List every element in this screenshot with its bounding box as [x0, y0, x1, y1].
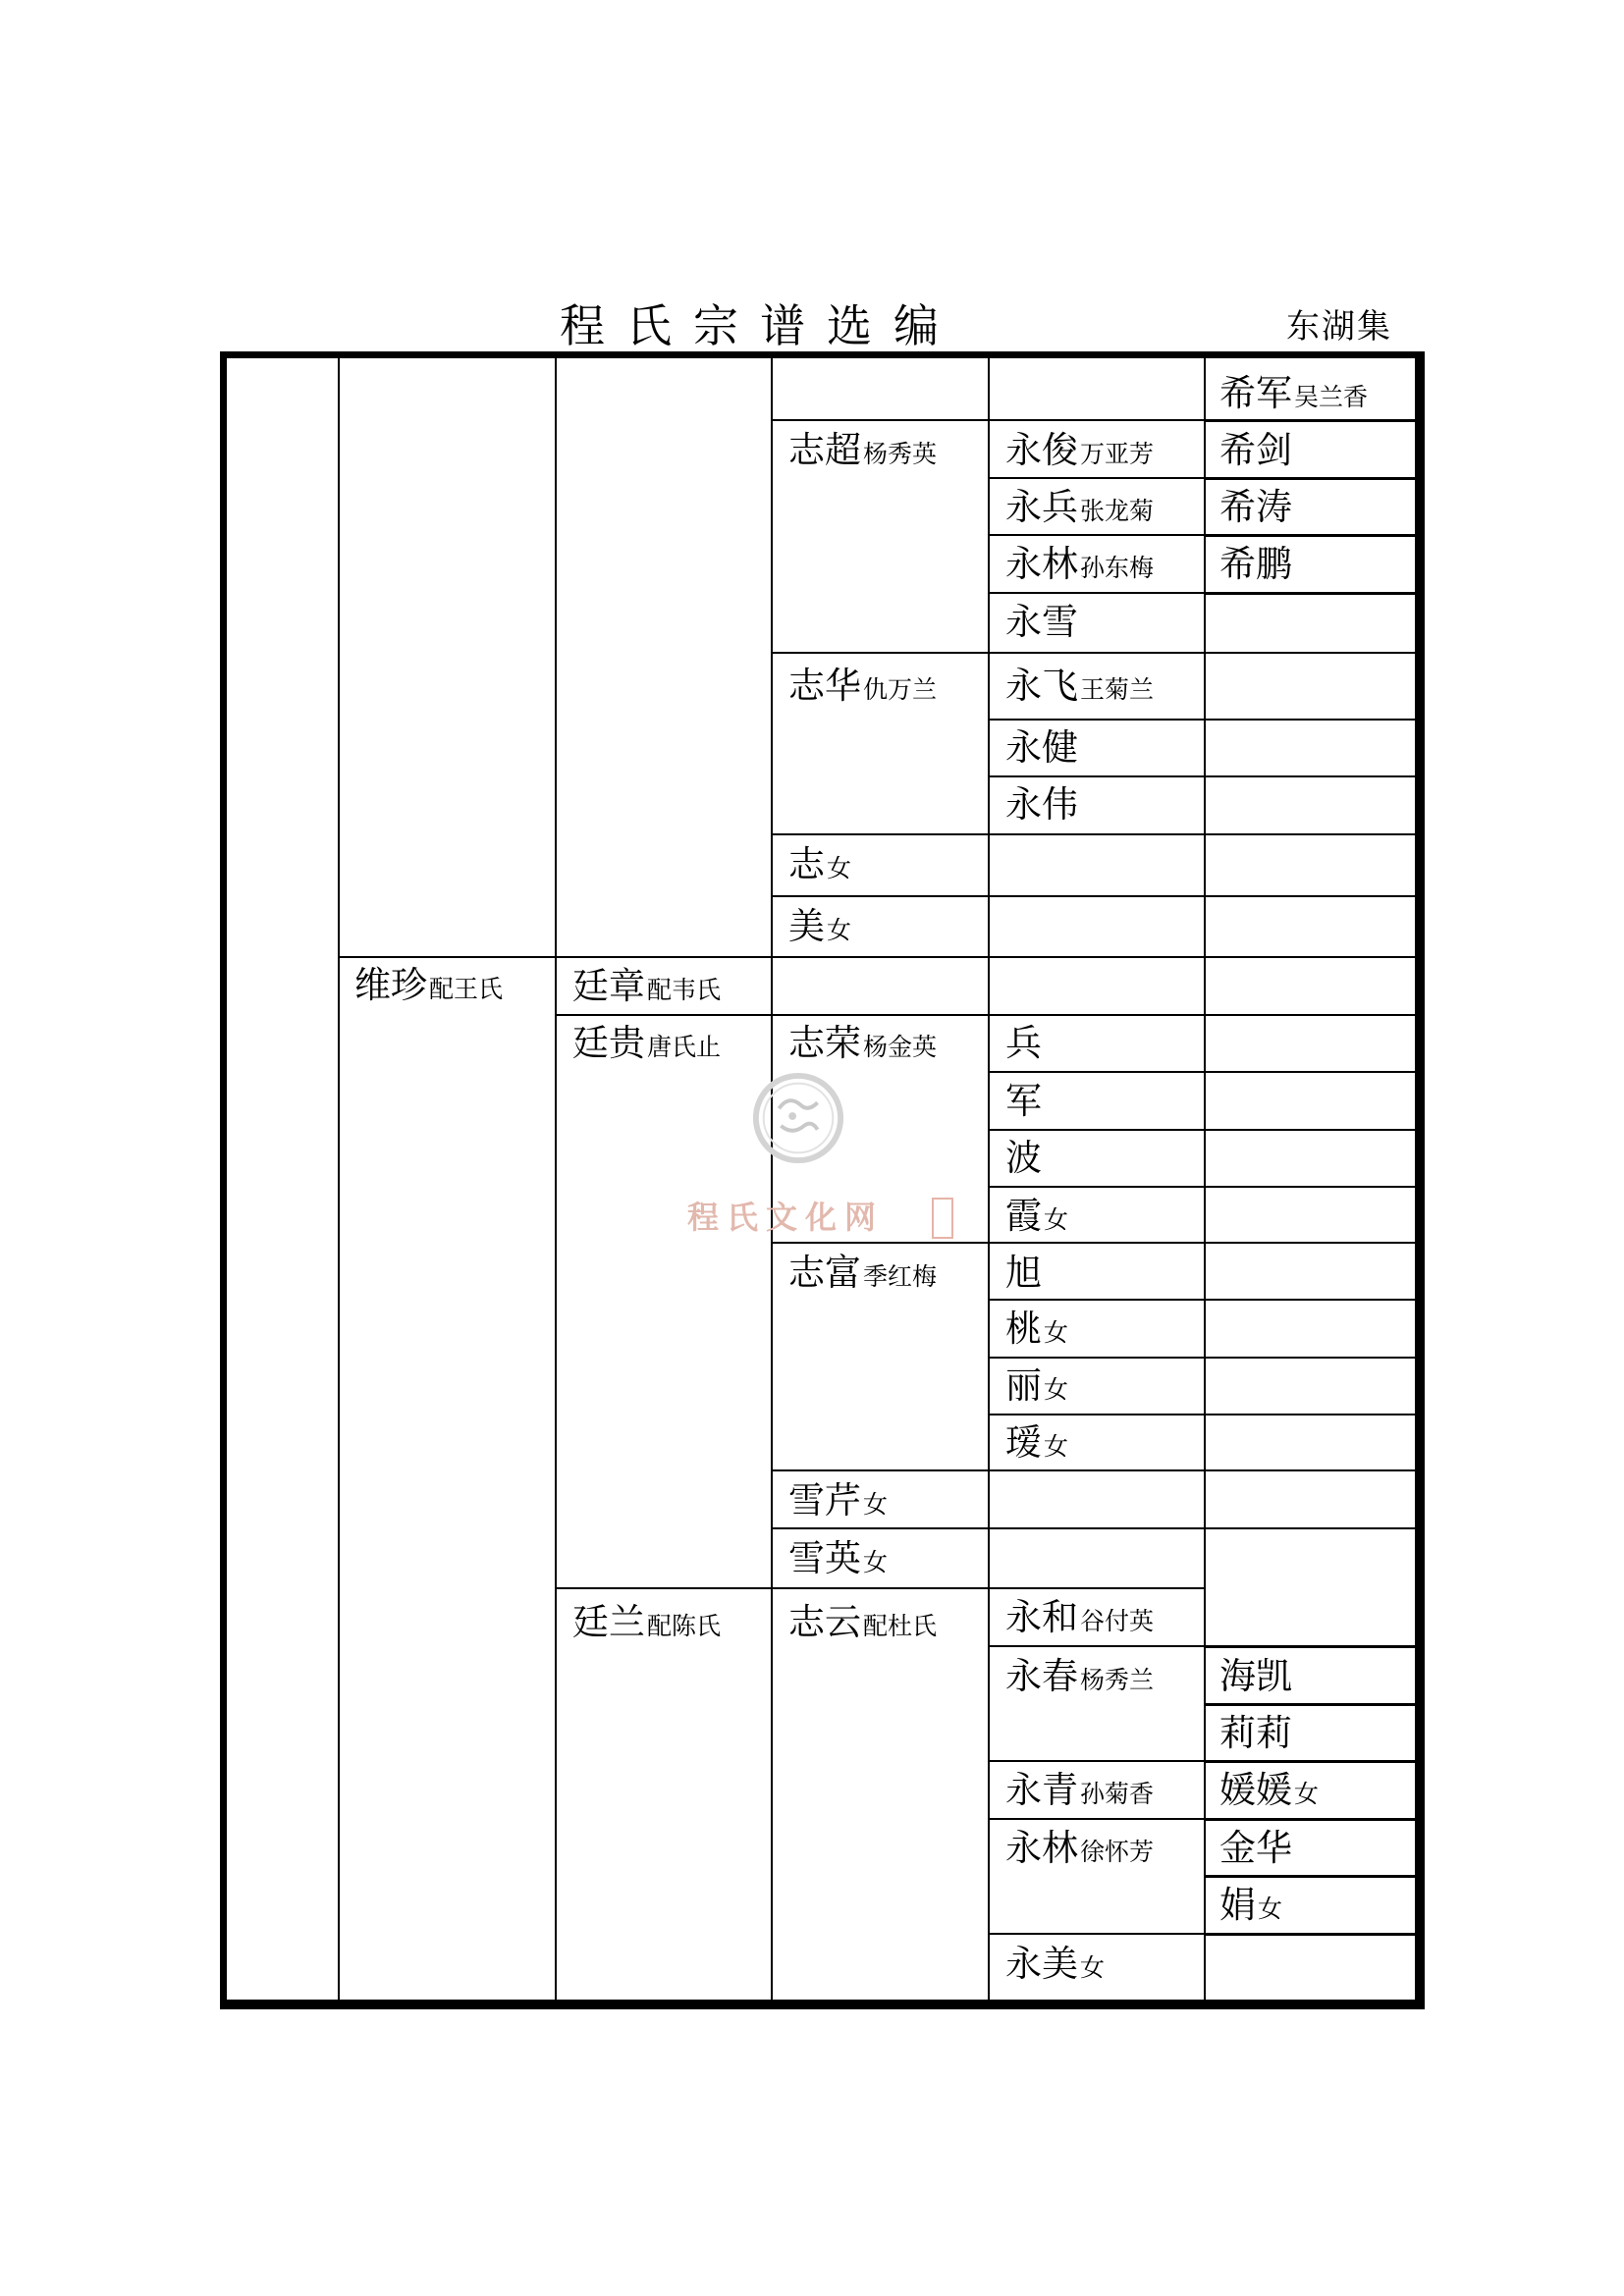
row-divider — [1204, 833, 1417, 835]
member-entry — [1005, 1308, 1069, 1350]
row-divider — [988, 477, 1204, 479]
member-note: 女 — [1044, 1318, 1069, 1347]
member-name: 廷兰 — [572, 1601, 645, 1643]
member-entry — [1219, 429, 1294, 471]
member-name: 志 — [788, 843, 825, 885]
row-divider — [988, 1186, 1204, 1188]
member-name: 永林 — [1005, 1827, 1078, 1869]
member-note: 女 — [1080, 1953, 1106, 1982]
member-name: 希剑 — [1219, 429, 1292, 471]
member-name: 永和 — [1005, 1596, 1078, 1638]
row-divider — [1204, 1527, 1417, 1529]
member-note: 女 — [1258, 1895, 1283, 1923]
member-entry — [1219, 1655, 1294, 1697]
member-entry — [1005, 543, 1155, 585]
row-divider — [771, 1527, 988, 1529]
member-entry — [1219, 1884, 1283, 1926]
member-note: 女 — [1294, 1780, 1320, 1808]
member-note: 孙菊香 — [1080, 1780, 1155, 1808]
member-entry — [1005, 486, 1155, 528]
row-divider — [988, 1242, 1204, 1244]
member-entry — [1005, 1080, 1044, 1122]
member-name: 军 — [1005, 1080, 1042, 1122]
member-entry — [1219, 486, 1294, 528]
member-name: 永飞 — [1005, 665, 1078, 707]
member-name: 瑷 — [1005, 1421, 1042, 1464]
member-note: 杨金英 — [863, 1033, 938, 1061]
member-entry — [1219, 1827, 1294, 1869]
member-entry — [572, 965, 722, 1007]
member-name: 旭 — [1005, 1252, 1042, 1294]
row-divider — [1204, 775, 1417, 777]
member-entry — [1005, 665, 1155, 707]
row-divider — [1204, 1071, 1417, 1073]
row-divider — [988, 534, 1204, 536]
member-name: 永雪 — [1005, 601, 1078, 643]
member-note: 张龙菊 — [1080, 497, 1155, 525]
row-divider — [1204, 652, 1417, 654]
member-entry — [1005, 1137, 1044, 1179]
row-divider — [1204, 1703, 1417, 1706]
row-divider — [988, 956, 1204, 958]
member-entry — [788, 843, 852, 885]
row-divider — [988, 1933, 1204, 1935]
member-name: 美 — [788, 905, 825, 947]
member-note: 女 — [1044, 1375, 1069, 1404]
row-divider — [1204, 419, 1417, 422]
member-note: 谷付英 — [1080, 1607, 1155, 1635]
member-entry — [1005, 1364, 1069, 1407]
watermark-site-text: 程氏文化网 — [687, 1199, 885, 1236]
row-divider — [988, 1527, 1204, 1529]
row-divider — [771, 652, 988, 654]
member-entry — [1005, 1769, 1155, 1811]
row-divider — [988, 592, 1204, 594]
member-name: 波 — [1005, 1137, 1042, 1179]
member-name: 雪芹 — [788, 1479, 861, 1522]
member-entry — [1005, 1655, 1155, 1697]
row-divider — [988, 1357, 1204, 1359]
row-divider — [988, 1071, 1204, 1073]
member-note: 王菊兰 — [1080, 675, 1155, 704]
member-entry — [1005, 429, 1155, 471]
row-divider — [988, 1129, 1204, 1131]
row-divider — [555, 956, 771, 958]
member-note: 配杜氏 — [863, 1612, 938, 1640]
row-divider — [1204, 1014, 1417, 1016]
member-name: 霞 — [1005, 1195, 1042, 1237]
member-note: 女 — [1044, 1205, 1069, 1234]
row-divider — [1204, 592, 1417, 595]
member-name: 志云 — [788, 1601, 861, 1643]
member-note: 万亚芳 — [1080, 440, 1155, 468]
member-note: 孙东梅 — [1080, 554, 1155, 582]
member-note: 女 — [1044, 1432, 1069, 1461]
member-entry — [572, 1601, 722, 1643]
row-divider — [771, 1242, 988, 1244]
row-divider — [1204, 895, 1417, 897]
member-name: 媛媛 — [1219, 1769, 1292, 1811]
column-divider — [1415, 358, 1417, 2000]
member-name: 丽 — [1005, 1364, 1042, 1407]
member-entry — [1219, 1712, 1294, 1754]
row-divider — [771, 895, 988, 897]
member-entry — [1005, 726, 1080, 769]
member-note: 女 — [863, 1490, 889, 1519]
member-entry — [1005, 1421, 1069, 1464]
member-name: 永兵 — [1005, 486, 1078, 528]
collection-name: 东湖集 — [1286, 307, 1392, 347]
member-entry — [788, 905, 852, 947]
member-note: 季红梅 — [863, 1262, 938, 1291]
column-divider — [555, 358, 557, 2000]
member-entry — [788, 429, 938, 471]
member-name: 永伟 — [1005, 783, 1078, 826]
watermark-seal-icon — [750, 1070, 846, 1166]
member-name: 永美 — [1005, 1943, 1078, 1985]
member-entry — [1005, 1827, 1155, 1869]
member-entry — [1005, 783, 1080, 826]
member-entry — [1005, 1252, 1044, 1294]
row-divider — [1204, 1469, 1417, 1471]
member-name: 希军 — [1219, 372, 1292, 414]
member-name: 雪英 — [788, 1537, 861, 1579]
member-name: 永林 — [1005, 543, 1078, 585]
member-note: 女 — [827, 916, 852, 944]
member-name: 志荣 — [788, 1022, 861, 1064]
member-name: 志富 — [788, 1252, 861, 1294]
member-entry — [788, 1252, 938, 1294]
row-divider — [1204, 1186, 1417, 1188]
member-name: 莉莉 — [1219, 1712, 1292, 1754]
row-divider — [988, 1469, 1204, 1471]
member-name: 廷贵 — [572, 1022, 645, 1064]
member-name: 永春 — [1005, 1655, 1078, 1697]
row-divider — [988, 419, 1204, 421]
member-entry — [1005, 1943, 1106, 1985]
row-divider — [988, 1299, 1204, 1301]
member-name: 维珍 — [354, 964, 427, 1006]
member-entry — [788, 665, 938, 707]
column-divider — [988, 358, 990, 2000]
member-entry — [1219, 372, 1369, 414]
member-note: 配韦氏 — [647, 976, 722, 1004]
member-name: 希涛 — [1219, 486, 1292, 528]
row-divider — [988, 1587, 1204, 1589]
column-divider — [338, 358, 340, 2000]
row-divider — [988, 1645, 1204, 1647]
row-divider — [771, 833, 988, 835]
row-divider — [771, 1469, 988, 1471]
member-name: 廷章 — [572, 965, 645, 1007]
member-entry — [1005, 601, 1080, 643]
member-note: 女 — [827, 854, 852, 882]
row-divider — [988, 719, 1204, 721]
member-name: 永俊 — [1005, 429, 1078, 471]
member-name: 娟 — [1219, 1884, 1256, 1926]
row-divider — [1204, 1933, 1417, 1936]
row-divider — [988, 1818, 1204, 1820]
member-entry — [788, 1537, 889, 1579]
member-note: 徐怀芳 — [1080, 1838, 1155, 1866]
member-name: 志超 — [788, 429, 861, 471]
row-divider — [1204, 1242, 1417, 1244]
row-divider — [988, 1414, 1204, 1415]
member-entry — [1005, 1022, 1044, 1064]
row-divider — [988, 1014, 1204, 1016]
row-divider — [1204, 1818, 1417, 1821]
member-note: 杨秀英 — [863, 440, 938, 468]
member-entry — [354, 964, 504, 1006]
row-divider — [1204, 1760, 1417, 1763]
member-name: 金华 — [1219, 1827, 1292, 1869]
row-divider — [1204, 534, 1417, 537]
row-divider — [988, 1760, 1204, 1762]
member-name: 海凯 — [1219, 1655, 1292, 1697]
row-divider — [988, 895, 1204, 897]
row-divider — [338, 956, 555, 958]
row-divider — [1204, 1875, 1417, 1878]
member-name: 兵 — [1005, 1022, 1042, 1064]
row-divider — [1204, 719, 1417, 721]
member-name: 希鹏 — [1219, 543, 1292, 585]
row-divider — [988, 833, 1204, 835]
member-note: 配王氏 — [429, 975, 504, 1003]
row-divider — [771, 1014, 988, 1016]
member-entry — [572, 1022, 722, 1064]
row-divider — [988, 775, 1204, 777]
member-name: 永青 — [1005, 1769, 1078, 1811]
member-note: 唐氏止 — [647, 1033, 722, 1061]
member-note: 女 — [863, 1548, 889, 1576]
row-divider — [1204, 1645, 1417, 1648]
row-divider — [1204, 1299, 1417, 1301]
row-divider — [1204, 1414, 1417, 1415]
member-note: 吴兰香 — [1294, 383, 1369, 411]
page-title: 程氏宗谱选编 — [560, 299, 960, 352]
member-name: 桃 — [1005, 1308, 1042, 1350]
member-entry — [788, 1479, 889, 1522]
member-entry — [1005, 1596, 1155, 1638]
row-divider — [1204, 1357, 1417, 1359]
row-divider — [988, 652, 1204, 654]
member-note: 配陈氏 — [647, 1612, 722, 1640]
row-divider — [555, 1587, 771, 1589]
row-divider — [1204, 1129, 1417, 1131]
row-divider — [771, 1587, 988, 1589]
row-divider — [771, 419, 988, 421]
member-note: 仇万兰 — [863, 675, 938, 704]
member-name: 永健 — [1005, 726, 1078, 769]
row-divider — [1204, 477, 1417, 480]
member-entry — [1219, 543, 1294, 585]
column-divider — [1204, 358, 1206, 2000]
member-name: 志华 — [788, 665, 861, 707]
member-note: 杨秀兰 — [1080, 1666, 1155, 1694]
row-divider — [1204, 956, 1417, 958]
member-entry — [1005, 1195, 1069, 1237]
row-divider — [771, 956, 988, 958]
row-divider — [555, 1014, 771, 1016]
watermark-stamp — [932, 1198, 953, 1239]
column-divider — [771, 358, 773, 2000]
member-entry — [788, 1022, 938, 1064]
member-entry — [1219, 1769, 1320, 1811]
member-entry — [788, 1601, 938, 1643]
